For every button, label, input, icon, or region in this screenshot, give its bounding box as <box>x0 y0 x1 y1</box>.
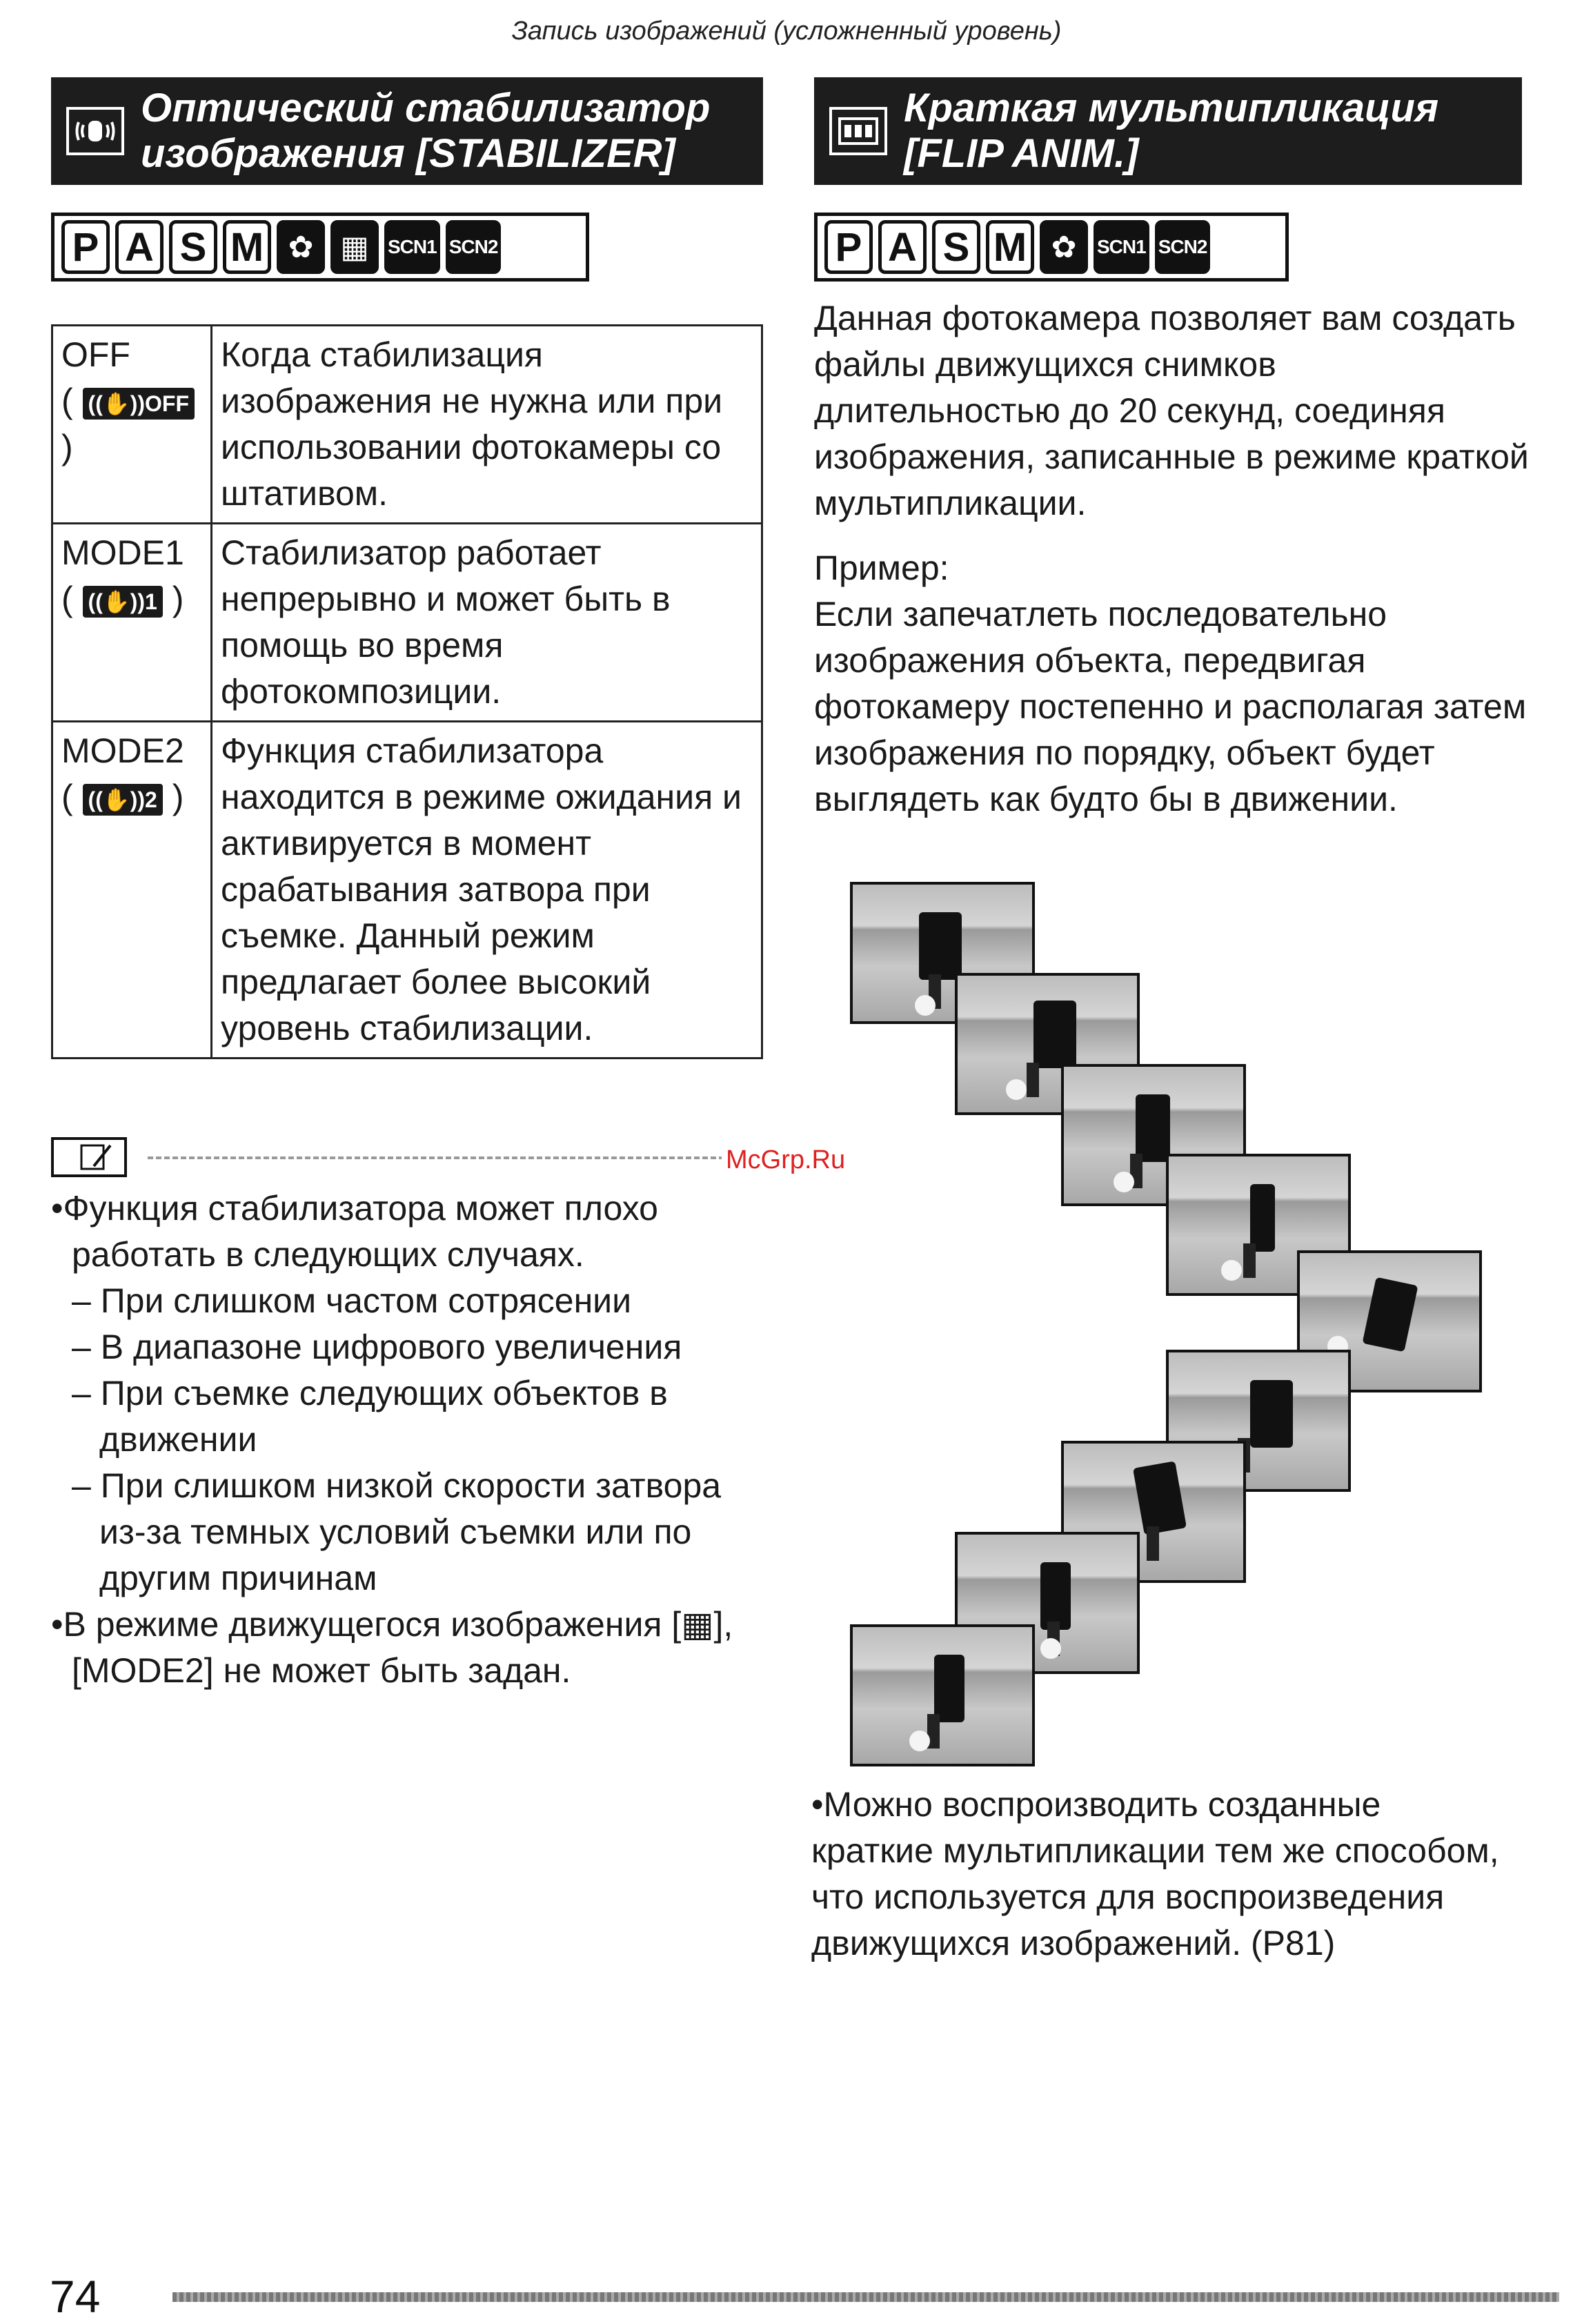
stabilizer-title-line1: Оптический стабилизатор <box>141 86 711 130</box>
mode-a-icon: A <box>878 220 927 274</box>
note-dash-item: – При слишком частом сотрясении <box>72 1281 632 1320</box>
macro-flower-icon: ✿ <box>1040 220 1088 274</box>
mode-label: MODE1 <box>61 533 184 572</box>
watermark: McGrp.Ru <box>722 1145 849 1175</box>
mode-p-icon: P <box>824 220 873 274</box>
note-dash-item: – В диапазоне цифрового увеличения <box>72 1328 682 1366</box>
mode-cell: MODE1 ( ((✋))1 ) <box>52 524 212 722</box>
mode-label: OFF <box>61 335 130 374</box>
note-pencil-icon <box>51 1137 127 1177</box>
stabilizer-mode2-badge-icon: ((✋))2 <box>83 784 163 816</box>
scn1-icon: SCN1 <box>384 220 440 274</box>
mode-cell: MODE2 ( ((✋))2 ) <box>52 722 212 1058</box>
flip-anim-title-line2: [FLIP ANIM.] <box>904 131 1139 176</box>
note-bullet: •В режиме движущегося изображения [▦], [MODE2] не может быть задан. <box>51 1605 733 1690</box>
table-row <box>52 326 762 524</box>
mode-s-icon: S <box>169 220 217 274</box>
motion-picture-icon: ▦ <box>330 220 379 274</box>
note-dash-item: – При слишком низкой скорости затвора из-за темных условий съемки или по другим причинам <box>72 1466 722 1597</box>
stabilizer-section-banner <box>51 77 763 185</box>
example-label: Пример: <box>814 549 949 587</box>
flip-anim-title-line1: Краткая мультипликация <box>904 86 1439 130</box>
note-bullet: •Функция стабилизатора может плохо работать в следующих случаях. <box>51 1189 658 1274</box>
note-separator <box>51 1137 782 1180</box>
note-dash-item: – При съемке следующих объектов в движении <box>72 1374 668 1459</box>
mode-description: Когда стабилизация изображения не нужна или при использовании фотокамеры со штативом. <box>212 326 762 524</box>
stabilizer-icon <box>66 107 124 155</box>
mode-m-icon: M <box>986 220 1034 274</box>
stabilizer-off-badge-icon: ((✋))OFF <box>83 388 195 420</box>
stabilizer-modes-table <box>51 324 763 1059</box>
table-row <box>52 722 762 1058</box>
example-text: Если запечатлеть последовательно изображения объекта, передвигая фотокамеру постепенно и располагая затем изображения по порядку, объект будет выглядеть как будто бы в движении. <box>814 595 1527 818</box>
running-header: Запись изображений (усложненный уровень) <box>511 17 1062 46</box>
mode-p-icon: P <box>61 220 110 274</box>
footer-rule <box>172 2292 1559 2302</box>
mode-a-icon: A <box>115 220 164 274</box>
stabilizer-notes <box>44 1185 762 1694</box>
mode-s-icon: S <box>932 220 980 274</box>
flip-anim-section-banner <box>814 77 1522 185</box>
table-row <box>52 524 762 722</box>
flip-anim-bottom-note: •Можно воспроизводить созданные краткие мультипликации тем же способом, что используется для воспроизведения движущихся изображений. (P81) <box>811 1785 1499 1962</box>
mode-m-icon: M <box>223 220 271 274</box>
page-number: 74 <box>50 2271 101 2322</box>
flip-anim-mode-bar <box>814 213 1289 282</box>
stabilizer-mode-bar <box>51 213 589 282</box>
flip-anim-icon <box>829 107 887 155</box>
scn2-icon: SCN2 <box>446 220 502 274</box>
flip-anim-intro: Данная фотокамера позволяет вам создать файлы движущихся снимков длительностью до 20 секунд, соединяя изображения, записанные в режиме краткой мультипликации. <box>814 299 1529 522</box>
mode-cell: OFF ( ((✋))OFF ) <box>52 326 212 524</box>
scn2-icon: SCN2 <box>1155 220 1211 274</box>
mode-label: MODE2 <box>61 731 184 770</box>
animation-frame <box>850 1624 1035 1766</box>
note-dashed-rule <box>148 1156 782 1159</box>
stabilizer-mode1-badge-icon: ((✋))1 <box>83 586 163 618</box>
mode-description: Стабилизатор работает непрерывно и может быть в помощь во время фотокомпозиции. <box>212 524 762 722</box>
stabilizer-title-line2: изображения [STABILIZER] <box>141 131 675 176</box>
macro-flower-icon: ✿ <box>277 220 325 274</box>
scn1-icon: SCN1 <box>1094 220 1149 274</box>
mode-description: Функция стабилизатора находится в режиме ожидания и активируется в момент срабатывания затвора при съемке. Данный режим предлагает более высокий уровень стабилизации. <box>212 722 762 1058</box>
